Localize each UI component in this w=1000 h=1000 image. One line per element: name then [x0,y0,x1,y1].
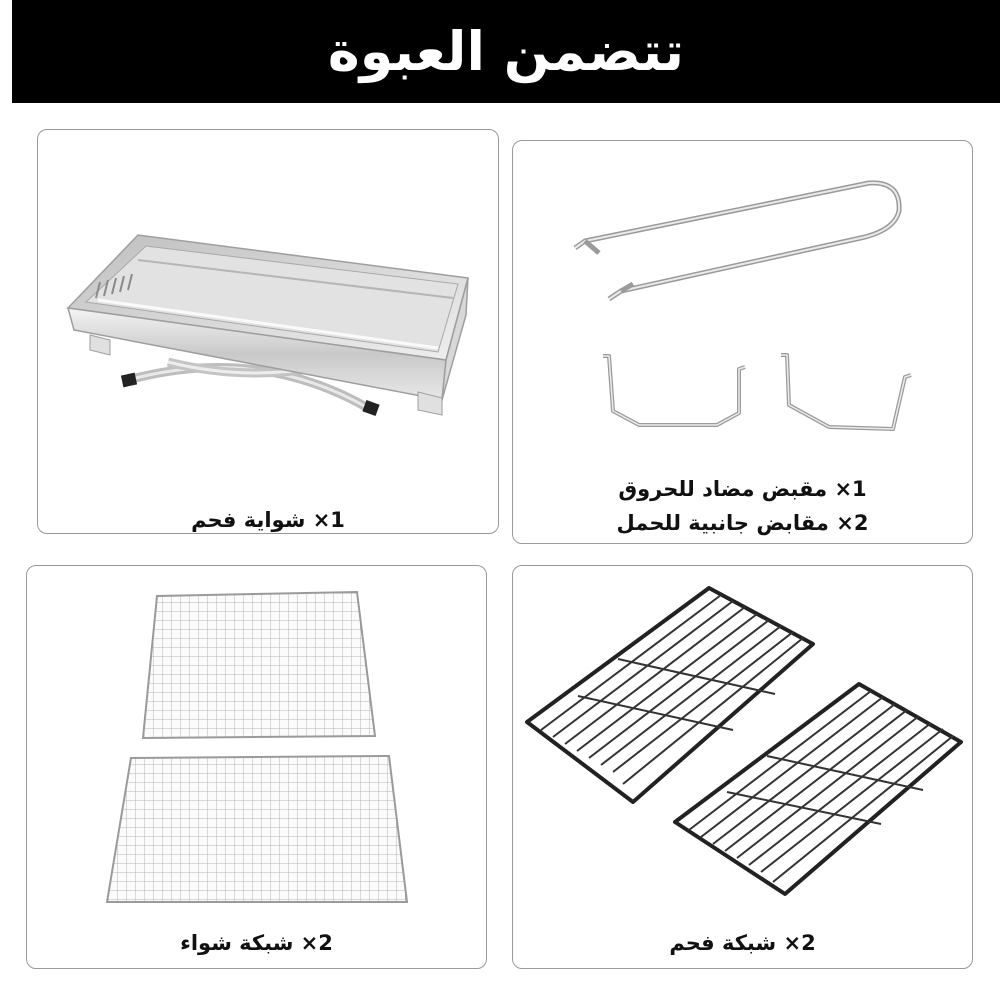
item-caption-charcoal-racks: 2× شبكة فحم [669,931,816,955]
page-title: تتضمن العبوة [327,20,685,83]
charcoal-grill-image [38,130,499,534]
item-card-grill-nets [26,565,487,969]
charcoal-racks-image [513,566,973,969]
item-card-charcoal-racks [512,565,973,969]
item-card-charcoal-grill [37,129,499,534]
item-caption-grill-nets: 2× شبكة شواء [180,931,333,955]
item-caption-charcoal-grill: 1× شواية فحم [191,508,345,532]
item-caption-side-handles: 2× مقابض جانبية للحمل [616,511,869,535]
grill-nets-image [27,566,487,969]
page-header [12,0,1000,103]
item-caption-anti-burn-handle: 1× مقبض مضاد للحروق [618,477,867,501]
item-card-handles [512,140,973,544]
